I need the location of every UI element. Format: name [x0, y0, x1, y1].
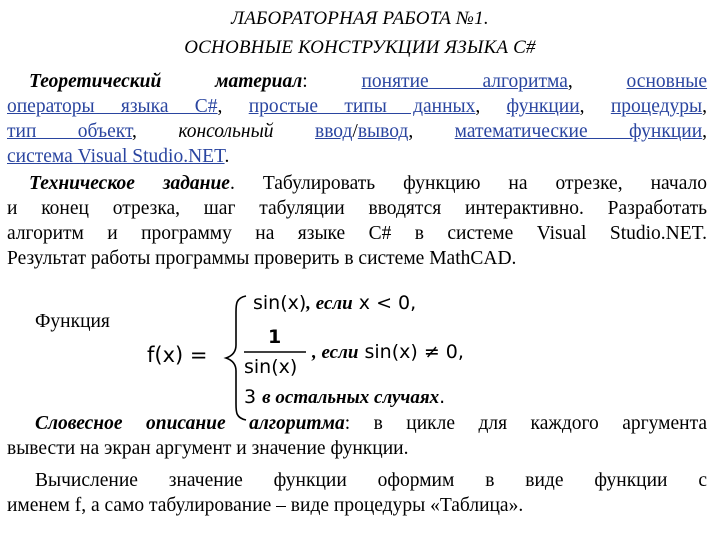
theory-line-2: операторы языка C#, простые типы данных, функции, процедуры,: [7, 96, 707, 117]
task-line-4: Результат работы программы проверить в системе MathCAD.: [7, 248, 517, 269]
task-line-2: и конец отрезка, шаг табуляции вводятся интерактивно. Разработать: [7, 198, 707, 219]
link-procedures[interactable]: процедуры: [610, 96, 703, 117]
case2-condition: , если sin(x) ≠ 0,: [312, 341, 464, 363]
case1: sin(x), если x < 0,: [253, 292, 417, 314]
verbal-label: Словесное описание алгоритма: [35, 413, 345, 434]
link-basic-operators[interactable]: основные: [626, 71, 708, 92]
lab-title: ЛАБОРАТОРНАЯ РАБОТА №1.: [231, 8, 489, 29]
function-label: Функция: [35, 311, 110, 332]
lab-subtitle: ОСНОВНЫЕ КОНСТРУКЦИИ ЯЗЫКА C#: [184, 37, 536, 58]
formula-lhs: f(x) =: [147, 343, 208, 367]
case3: 3 в остальных случаях.: [244, 386, 446, 408]
calc-line-2: именем f, а само табулирование – виде процедуры «Таблица».: [7, 495, 524, 516]
console-word: консольный: [178, 121, 274, 142]
theory-line-4: система Visual Studio.NET.: [7, 146, 230, 167]
link-algorithm-concept[interactable]: понятие алгоритма: [361, 71, 568, 92]
link-functions[interactable]: функции: [506, 96, 580, 117]
task-label: Техническое задание: [29, 173, 230, 194]
case2-denominator: sin(x): [244, 356, 298, 378]
verbal-line-1: Словесное описание алгоритма: в цикле для каждого аргумента: [35, 413, 707, 434]
link-basic-operators-cont[interactable]: операторы языка C#: [7, 96, 218, 117]
case2-numerator: 1: [268, 326, 282, 348]
calc-line-1: Вычисление значение функции оформим в виде функции с: [35, 470, 707, 491]
task-line-3: алгоритм и программу на языке C# в системе Visual Studio.NET.: [7, 223, 707, 244]
link-math-functions[interactable]: математические функции: [454, 121, 703, 142]
theory-label: Теоретический материал: [29, 71, 303, 92]
link-simple-types[interactable]: простые типы данных: [248, 96, 476, 117]
link-object-type[interactable]: тип объект: [7, 121, 133, 142]
verbal-line-2: вывести на экран аргумент и значение функции.: [7, 438, 409, 459]
theory-line-1: Теоретический материал: понятие алгоритма, основные: [29, 71, 708, 92]
theory-line-3: тип объект, консольный ввод/вывод, математические функции,: [7, 121, 708, 142]
link-output[interactable]: вывод: [357, 121, 409, 142]
task-line-1: Техническое задание. Табулировать функцию на отрезке, начало: [29, 173, 708, 194]
link-visual-studio[interactable]: система Visual Studio.NET: [7, 146, 225, 167]
link-input[interactable]: ввод: [314, 121, 353, 142]
